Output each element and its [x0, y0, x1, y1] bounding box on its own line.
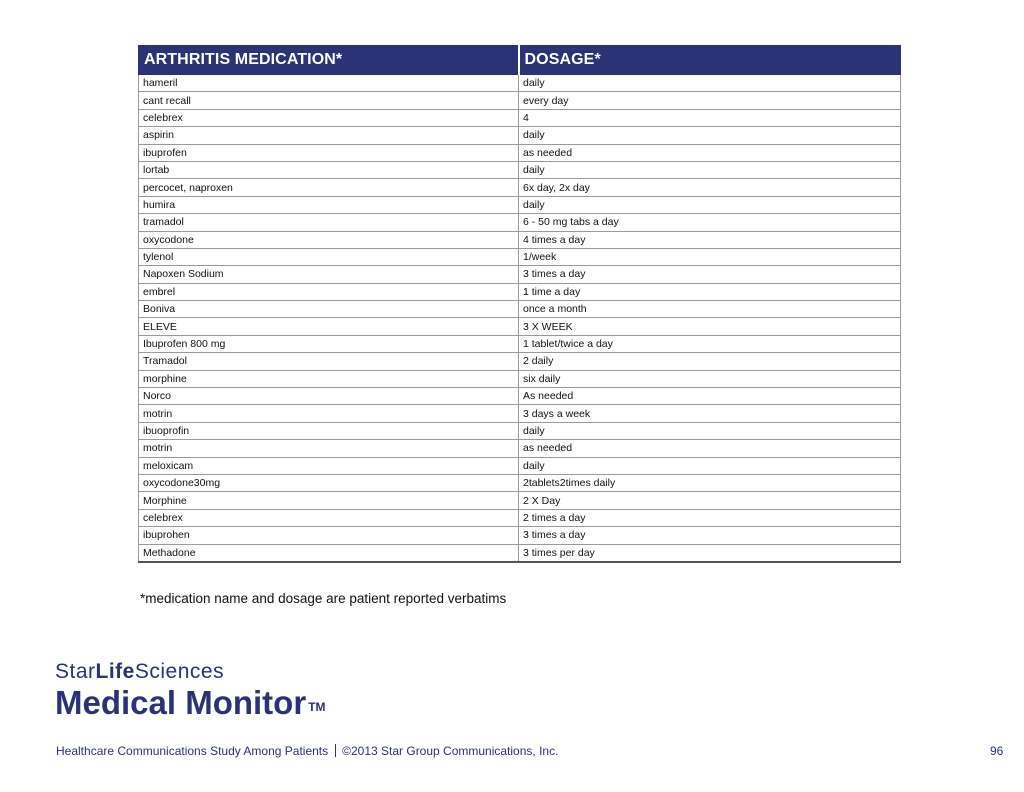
table-row — [139, 457, 901, 474]
table-row — [139, 388, 901, 405]
medication-table-container — [138, 45, 900, 563]
medication-cell: oxycodone — [139, 231, 519, 248]
medication-cell: Norco — [139, 388, 519, 405]
header-medication: ARTHRITIS MEDICATION* — [139, 46, 519, 75]
medication-cell: Morphine — [139, 492, 519, 509]
dosage-cell: daily — [519, 196, 901, 213]
brand-company-name — [55, 659, 326, 685]
medication-cell: Tramadol — [139, 353, 519, 370]
dosage-cell: every day — [519, 92, 901, 109]
table-row — [139, 92, 901, 109]
table-row — [139, 214, 901, 231]
dosage-cell: as needed — [519, 440, 901, 457]
table-row — [139, 492, 901, 509]
medication-cell: oxycodone30mg — [139, 474, 519, 491]
brand-part-star: Star — [55, 660, 96, 683]
footer-copyright: ©2013 Star Group Communications, Inc. — [342, 744, 559, 758]
footer-study-title: Healthcare Communications Study Among Patients — [56, 744, 329, 758]
medication-cell: ELEVE — [139, 318, 519, 335]
table-row — [139, 440, 901, 457]
medication-cell: motrin — [139, 405, 519, 422]
trademark-symbol: TM — [308, 700, 326, 714]
page-number: 96 — [990, 744, 1004, 758]
brand-logo — [55, 659, 326, 721]
medication-cell: Boniva — [139, 301, 519, 318]
dosage-cell: 3 times a day — [519, 266, 901, 283]
table-row — [139, 527, 901, 544]
dosage-cell: once a month — [519, 301, 901, 318]
table-row — [139, 75, 901, 92]
table-row — [139, 353, 901, 370]
table-row — [139, 266, 901, 283]
dosage-cell: 2 daily — [519, 353, 901, 370]
dosage-cell: daily — [519, 457, 901, 474]
medication-cell: celebrex — [139, 109, 519, 126]
footer-text — [56, 744, 558, 758]
medication-cell: humira — [139, 196, 519, 213]
dosage-cell: 3 times per day — [519, 544, 901, 562]
dosage-cell: 3 X WEEK — [519, 318, 901, 335]
medication-cell: embrel — [139, 283, 519, 300]
dosage-cell: 3 times a day — [519, 527, 901, 544]
dosage-cell: 4 — [519, 109, 901, 126]
table-row — [139, 144, 901, 161]
dosage-cell: 3 days a week — [519, 405, 901, 422]
dosage-cell: 1 time a day — [519, 283, 901, 300]
table-row — [139, 422, 901, 439]
dosage-cell: daily — [519, 75, 901, 92]
medication-table — [138, 45, 901, 563]
dosage-cell: daily — [519, 127, 901, 144]
medication-cell: ibuprohen — [139, 527, 519, 544]
medication-cell: motrin — [139, 440, 519, 457]
product-name: Medical Monitor — [55, 684, 307, 721]
dosage-cell: 1 tablet/twice a day — [519, 335, 901, 352]
table-row — [139, 370, 901, 387]
dosage-cell: As needed — [519, 388, 901, 405]
dosage-cell: daily — [519, 161, 901, 178]
table-row — [139, 544, 901, 562]
brand-part-life: Life — [95, 660, 135, 683]
medication-cell: Napoxen Sodium — [139, 266, 519, 283]
medication-cell: tylenol — [139, 248, 519, 265]
medication-cell: percocet, naproxen — [139, 179, 519, 196]
dosage-cell: 4 times a day — [519, 231, 901, 248]
dosage-cell: 2 times a day — [519, 509, 901, 526]
table-header — [139, 46, 901, 75]
table-row — [139, 509, 901, 526]
brand-product-name — [55, 685, 326, 721]
medication-cell: celebrex — [139, 509, 519, 526]
table-row — [139, 405, 901, 422]
medication-cell: Methadone — [139, 544, 519, 562]
header-dosage: DOSAGE* — [519, 46, 901, 75]
table-row — [139, 283, 901, 300]
medication-cell: aspirin — [139, 127, 519, 144]
medication-cell: meloxicam — [139, 457, 519, 474]
table-body — [139, 75, 901, 562]
medication-cell: tramadol — [139, 214, 519, 231]
brand-part-sciences: Sciences — [134, 660, 225, 683]
footnote: *medication name and dosage are patient reported verbatims — [140, 591, 507, 606]
medication-cell: Ibuprofen 800 mg — [139, 335, 519, 352]
table-header-row — [139, 46, 901, 75]
table-row — [139, 231, 901, 248]
table-row — [139, 248, 901, 265]
dosage-cell: 2 X Day — [519, 492, 901, 509]
dosage-cell: daily — [519, 422, 901, 439]
table-row — [139, 179, 901, 196]
dosage-cell: 6x day, 2x day — [519, 179, 901, 196]
medication-cell: cant recall — [139, 92, 519, 109]
medication-cell: hameril — [139, 75, 519, 92]
table-row — [139, 127, 901, 144]
table-row — [139, 109, 901, 126]
medication-cell: ibuprofen — [139, 144, 519, 161]
dosage-cell: 1/week — [519, 248, 901, 265]
table-row — [139, 318, 901, 335]
table-row — [139, 196, 901, 213]
medication-cell: lortab — [139, 161, 519, 178]
dosage-cell: 6 - 50 mg tabs a day — [519, 214, 901, 231]
dosage-cell: six daily — [519, 370, 901, 387]
table-row — [139, 335, 901, 352]
table-row — [139, 301, 901, 318]
table-row — [139, 474, 901, 491]
table-row — [139, 161, 901, 178]
medication-cell: morphine — [139, 370, 519, 387]
medication-cell: ibuoprofin — [139, 422, 519, 439]
footer-divider — [335, 744, 336, 757]
dosage-cell: as needed — [519, 144, 901, 161]
dosage-cell: 2tablets2times daily — [519, 474, 901, 491]
